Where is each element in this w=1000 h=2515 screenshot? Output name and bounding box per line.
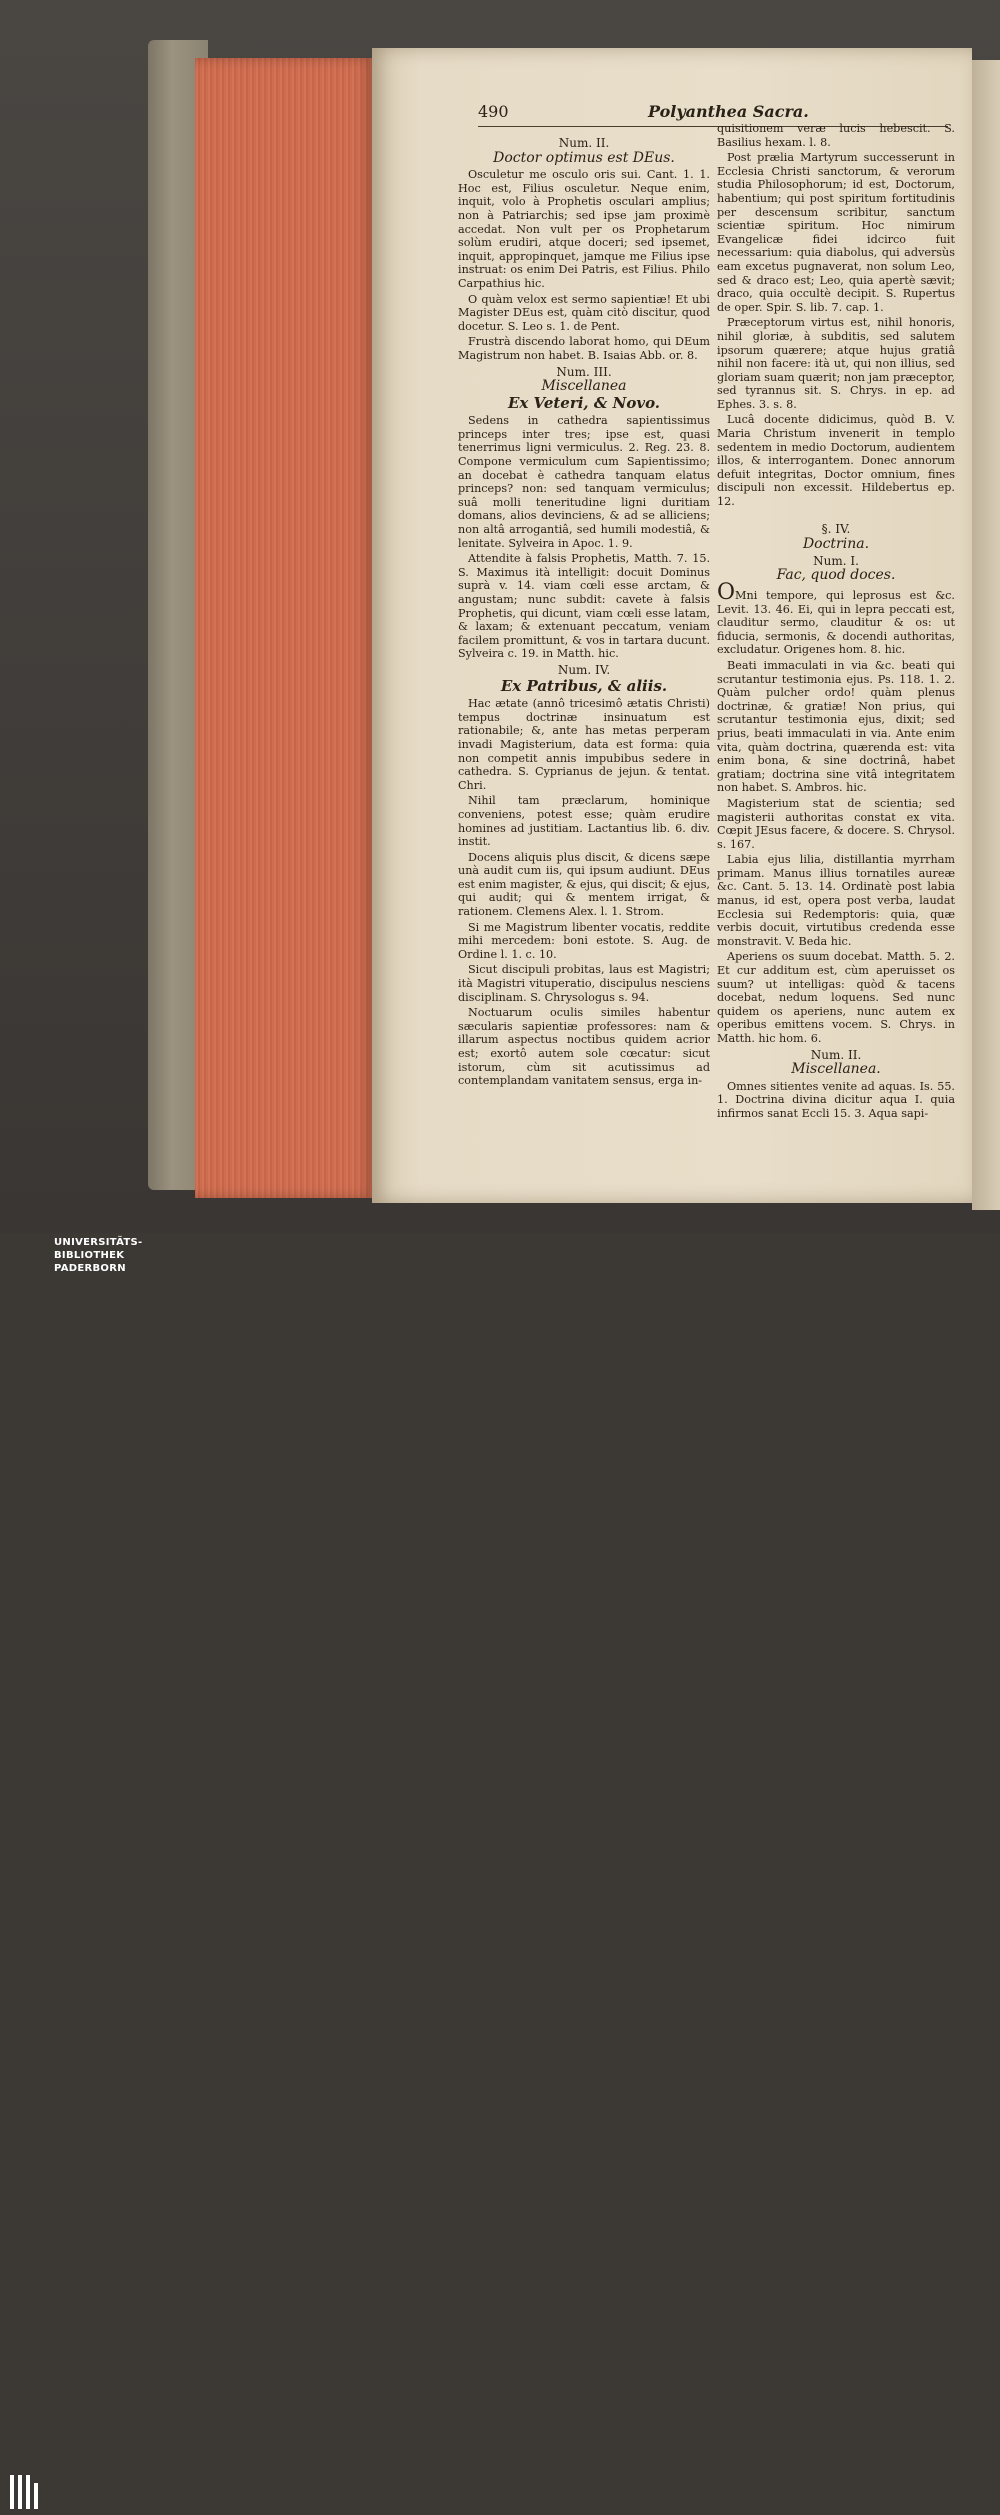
library-footer [0,1233,1000,1283]
section-title: Doctrina. [802,536,870,553]
logo-text-line3: PADERBORN [54,1263,126,1274]
paragraph: Aperiens os suum docebat. Matth. 5. 2. Et cur additum est, cùm aperuisset os suum? ut intelligas: quòd & tacens docebat, nedum loquens. Sed nunc quidem os aperiens, nunc autem ex operibus emittens vocem. S. Chrys. in Matth. hic hom. 6. [717,950,955,1045]
section-number: Num. IV. [557,662,611,677]
paragraph-dropcap [717,580,955,657]
paragraph: Osculetur me osculo oris sui. Cant. 1. 1. Hoc est, Filius osculetur. Neque enim, inquit, volo à Prophetis osculari amplius; non à Patriarchis; sed ipse jam proximè accedat. Non vult per os Prophetarum solùm erudiri, atque doceri; sed ipsemet, inquit, appropinquet, jamque me Filius ipse instruat: os enim Dei Patris, est Filius. Philo Carpathius hic. [458,168,710,290]
section-number: Num. II. [558,136,610,150]
running-title: Polyanthea Sacra. [648,102,809,121]
paragraph: Nihil tam præclarum, hominique conveniens, potest esse; quàm erudire homines ad justitiam. Lactantius lib. 6. div. instit. [458,794,710,849]
facing-page-edge [972,60,1000,1210]
paragraph: quisitionem veræ lucis hebescit. S. Basilius hexam. l. 8. [717,122,955,149]
paragraph-text: Mni tempore, qui leprosus est &c. Levit. 13. 46. Ei, qui in lepra peccati est, clauditur sermo, clauditur & os: ut fiducia, sermonis, & docendi authoritas, excludatur. Origenes hom. 8. hic. [717,589,955,657]
library-logo-icon [6,2469,48,2515]
paragraph: Post prælia Martyrum successerunt in Ecclesia Christi sanctorum, & verorum studia Philosophorum; id est, Doctorum, habentium; qui post spiritum fortitudinis per descensum scribitur, sanctum scientiæ spiritum. Hoc nimirum Evangelicæ fidei idcirco fuit necessarium: quia diabolus, qui adversùs eam excetus pugnaverat, non solum Leo, sed & draco est; Leo, quia apertè sævit; draco, quia occultè decipit. S. Rupertus de oper. Spir. S. lib. 7. cap. 1. [717,151,955,314]
section-number: Num. I. [813,553,859,568]
paragraph: Si me Magistrum libenter vocatis, reddite mihi mercedem: boni estote. S. Aug. de Ordine l. 1. c. 10. [458,920,710,961]
section-number: Num. II. [810,1047,862,1062]
paragraph: Sicut discipuli probitas, laus est Magistri; ità Magistri vituperatio, discipulus nesciens disciplinam. S. Chrysologus s. 94. [458,963,710,1004]
paragraph: Sedens in cathedra sapientissimus princeps inter tres; ipse est, quasi tenerrimus ligni vermiculus. 2. Reg. 23. 8. Compone vermiculum cum Sapientissimo; an docebat è cathedra tanquam elatus princeps? non: sed tanquam vermiculus; suâ molli teneritudine ligni duritiam domans, alios devinciens, & ad se alliciens; non altâ arrogantiâ, sed humili modestiâ, & lenitate. Sylveira in Apoc. 1. 9. [458,414,710,550]
section-title: Doctor optimus est DEus. [493,149,675,166]
paragraph: Labia ejus lilia, distillantia myrrham primam. Manus illius tornatiles aureæ &c. Cant. 5. 13. 14. Ordinatè post labia manus, id est, opera post verba, laudat Ecclesia sui Redemptoris: quia, quæ verbis docuit, virtutibus credenda esse monstravit. V. Beda hic. [717,853,955,948]
right-column [717,122,955,1123]
section-subtitle: Fac, quod doces. [776,567,896,584]
section-subtitle: Ex Veteri, & Novo. [507,393,661,412]
section-title: Miscellanea. [791,1061,881,1078]
page-number: 490 [478,102,509,121]
scan-image [0,0,1000,1233]
paragraph: Beati immaculati in via &c. beati qui scrutantur testimonia ejus. Ps. 118. 1. 2. Quàm pulcher ordo! quàm plenus doctrinæ, & gratiæ! Non prius, qui scrutantur testimonia ejus, dixit; sed prius, beati immaculati in via. Ante enim vita, quàm doctrina, quærenda est: vita enim bona, & sine doctrinâ, habet gratiam; doctrina sine vitâ integritatem non habet. S. Ambros. hic. [717,658,955,795]
section-mark: §. IV. [821,521,851,536]
drop-capital: O [717,580,736,605]
section-title: Ex Patribus, & aliis. [500,676,668,695]
paragraph: Attendite à falsis Prophetis, Matth. 7. 15. S. Maximus ità intelligit: docuit Dominus suprà v. 14. viam cœli esse arctam, & angustam; nunc subdit: cavete à falsis Prophetis, qui dicunt, viam cœli esse latam, & laxam; & extenuant peccatum, veniam facilem promittunt, & vos in tartara ducunt. Sylveira c. 19. in Matth. hic. [458,552,710,661]
logo-text-line2: BIBLIOTHEK [54,1250,125,1261]
paragraph: Magisterium stat de scientia; sed magisterii authoritas constat ex vita. Cœpit JEsus facere, & docere. S. Chrysol. s. 167. [717,796,955,851]
section-number: Num. III. [556,364,612,379]
paragraph: Docens aliquis plus discit, & dicens sæpe unà audit cum iis, qui ipsum audiunt. DEus est enim magister, & ejus, qui discit; & ejus, qui audit; qui & mentem irrigat, & rationem. Clemens Alex. l. 1. Strom. [458,850,710,919]
paragraph: Præceptorum virtus est, nihil honoris, nihil gloriæ, à subditis, sed salutem ipsorum quærere; atque hujus gratiâ nihil non facere: ità ut, qui non illius, sed gloriam suam quærit; non jam præceptor, sed tyrannus sit. S. Chrys. in ep. ad Ephes. 3. s. 8. [717,316,955,411]
paragraph: Noctuarum oculis similes habentur sæcularis sapientiæ professores: nam & illarum aspectus noctibus quidem acrior est; exortô autem sole cœcatur: sicut istorum, cùm sit acutissimus ad contemplandam vanitatem sensus, erga in- [458,1006,710,1088]
paragraph: Omnes sitientes venite ad aquas. Is. 55. 1. Doctrina divina dicitur aqua I. quia infirmos sanat Eccli 15. 3. Aqua sapi- [717,1079,955,1120]
paragraph: Frustrà discendo laborat homo, qui DEum Magistrum non habet. B. Isaias Abb. or. 8. [458,335,710,362]
section-title: Miscellanea [541,378,627,395]
paragraph: O quàm velox est sermo sapientiæ! Et ubi Magister DEus est, quàm citò discitur, quod docetur. S. Leo s. 1. de Pent. [458,292,710,333]
left-column [458,134,710,1090]
paragraph: Lucâ docente didicimus, quòd B. V. Maria Christum invenerit in templo sedentem in medio Doctorum, audientem illos, & interrogantem. Donec annorum defuit integritas, Doctor omnium, fines discipuli non excessit. Hildebertus ep. 12. [717,413,955,509]
logo-text-line1: UNIVERSITÄTS- [54,1237,143,1248]
page-edges [195,58,375,1198]
paragraph: Hac ætate (annô tricesimô ætatis Christi) tempus doctrinæ insinuatum est rationabile; &, ante has metas perperam invadi Magisterium, data est forma: quia non competit annis impubibus sedere in cathedra. S. Cyprianus de jejun. & tentat. Chri. [458,697,710,792]
